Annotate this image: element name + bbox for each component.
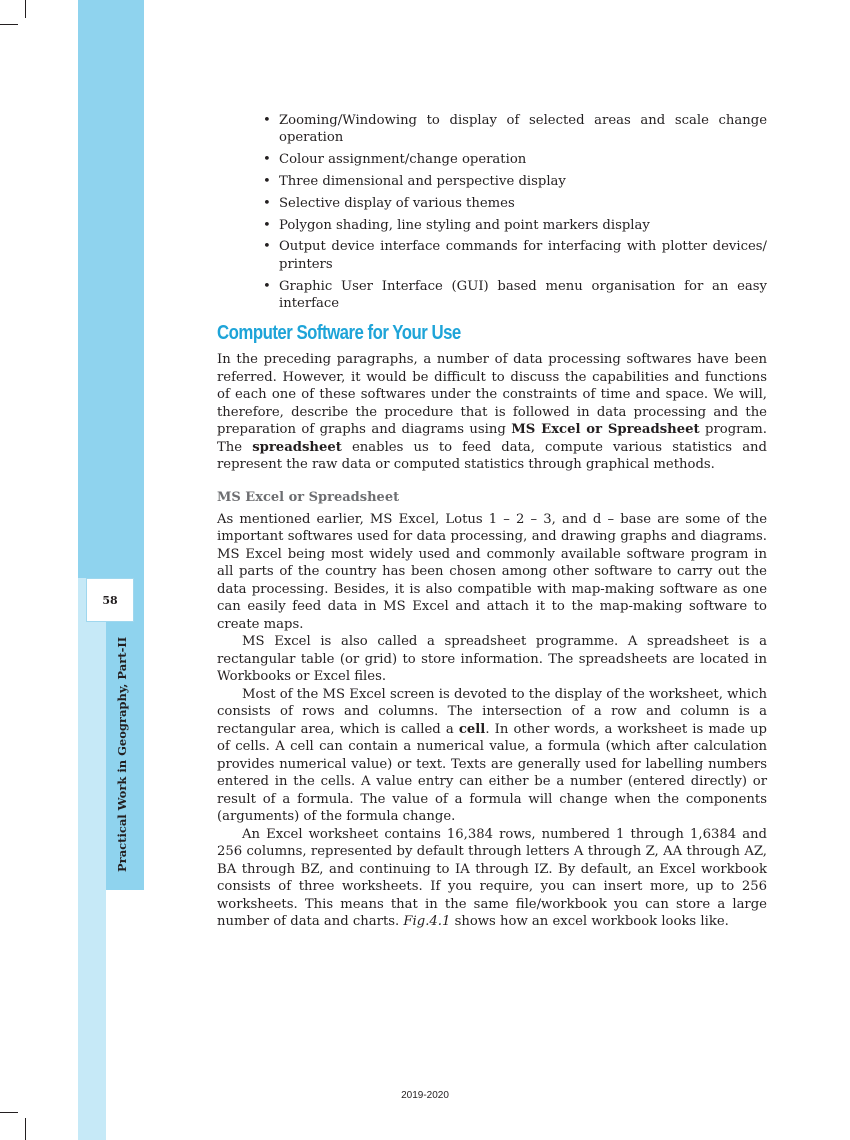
list-item: • Output device interface commands for interfacing with plotter devices/ printers bbox=[263, 238, 767, 273]
section-heading: Computer Software for Your Use bbox=[217, 322, 461, 345]
bold-term: cell bbox=[458, 721, 486, 737]
paragraph bbox=[217, 686, 767, 826]
paragraph bbox=[217, 826, 767, 931]
list-item: • Polygon shading, line styling and point markers display bbox=[263, 217, 767, 234]
footer-year: 2019-2020 bbox=[401, 1090, 449, 1101]
bold-term: spreadsheet bbox=[252, 439, 342, 455]
crop-mark bbox=[25, 0, 26, 18]
running-head: Practical Work in Geography, Part-II bbox=[115, 636, 129, 872]
subsection-heading: MS Excel or Spreadsheet bbox=[217, 489, 400, 505]
paragraph: As mentioned earlier, MS Excel, Lotus 1 – 2 – 3, and d – base are some of the important softwares used for data processing, and drawing graphs and diagrams. MS Excel being most widely used and commonly available software program in all parts of the country has been chosen among other software to carry out the data processing. Besides, it is also compatible with map-making software as one can easily feed data in MS Excel and attach it to the map-making software to create maps. bbox=[217, 511, 767, 632]
crop-mark bbox=[0, 24, 18, 25]
crop-mark bbox=[0, 1112, 18, 1113]
list-item: • Colour assignment/change operation bbox=[263, 151, 767, 168]
page-content bbox=[217, 112, 767, 931]
list-item: • Three dimensional and perspective display bbox=[263, 173, 767, 190]
crop-mark bbox=[25, 1118, 26, 1140]
list-item: • Zooming/Windowing to display of selected areas and scale change operation bbox=[263, 112, 767, 147]
paragraph: MS Excel is also called a spreadsheet programme. A spreadsheet is a rectangular table (or grid) to store information. The spreadsheets are located in Workbooks or Excel files. bbox=[217, 634, 767, 685]
list-item: • Selective display of various themes bbox=[263, 195, 767, 212]
figure-reference: Fig.4.1 bbox=[403, 914, 451, 930]
feature-list bbox=[263, 112, 767, 312]
paragraph-text: An Excel worksheet contains 16,384 rows, numbered 1 through 1,6384 and 256 columns, represented by default through letters A through Z, AA through AZ, BA through BZ, and continuing to IA through IZ. By default, an Excel workbook consists of three worksheets. If you require, you can insert more, up to 256 worksheets. This means that in the same file/workbook you can store a large number of data and charts. bbox=[217, 826, 767, 930]
paragraph-text: shows how an excel workbook looks like. bbox=[450, 914, 729, 930]
paragraph-text: . In other words, a worksheet is made up of cells. A cell can contain a numerical value, a formula (which after calculation provides numerical value) or text. Texts are generally used for labelling numbers entered in the cells. A value entry can either be a number (entered directly) or result of a formula. The value of a formula will change when the components (arguments) of the formula change. bbox=[217, 721, 767, 825]
list-item: • Graphic User Interface (GUI) based menu organisation for an easy interface bbox=[263, 278, 767, 313]
paragraph-text: enables us to feed data, compute various statistics and represent the raw data or computed statistics through graphical methods. bbox=[217, 439, 767, 473]
sidebar-strip-dark-left bbox=[78, 0, 106, 578]
paragraph-text: In the preceding paragraphs, a number of data processing softwares have been referred. However, it would be difficult to discuss the capabilities and functions of each one of these softwares under the constraints of time and space. We will, therefore, describe the procedure that is followed in data processing and the preparation of graphs and diagrams using bbox=[217, 352, 767, 438]
paragraph-text: Most of the MS Excel screen is devoted to the display of the worksheet, which consists of rows and columns. The intersection of a row and column is a rectangular area, which is called a bbox=[217, 686, 767, 737]
paragraph bbox=[217, 351, 767, 474]
bold-term: MS Excel or Spreadsheet bbox=[511, 422, 700, 438]
paragraph-text: program. The bbox=[217, 422, 767, 455]
page-number: 58 bbox=[86, 578, 134, 622]
